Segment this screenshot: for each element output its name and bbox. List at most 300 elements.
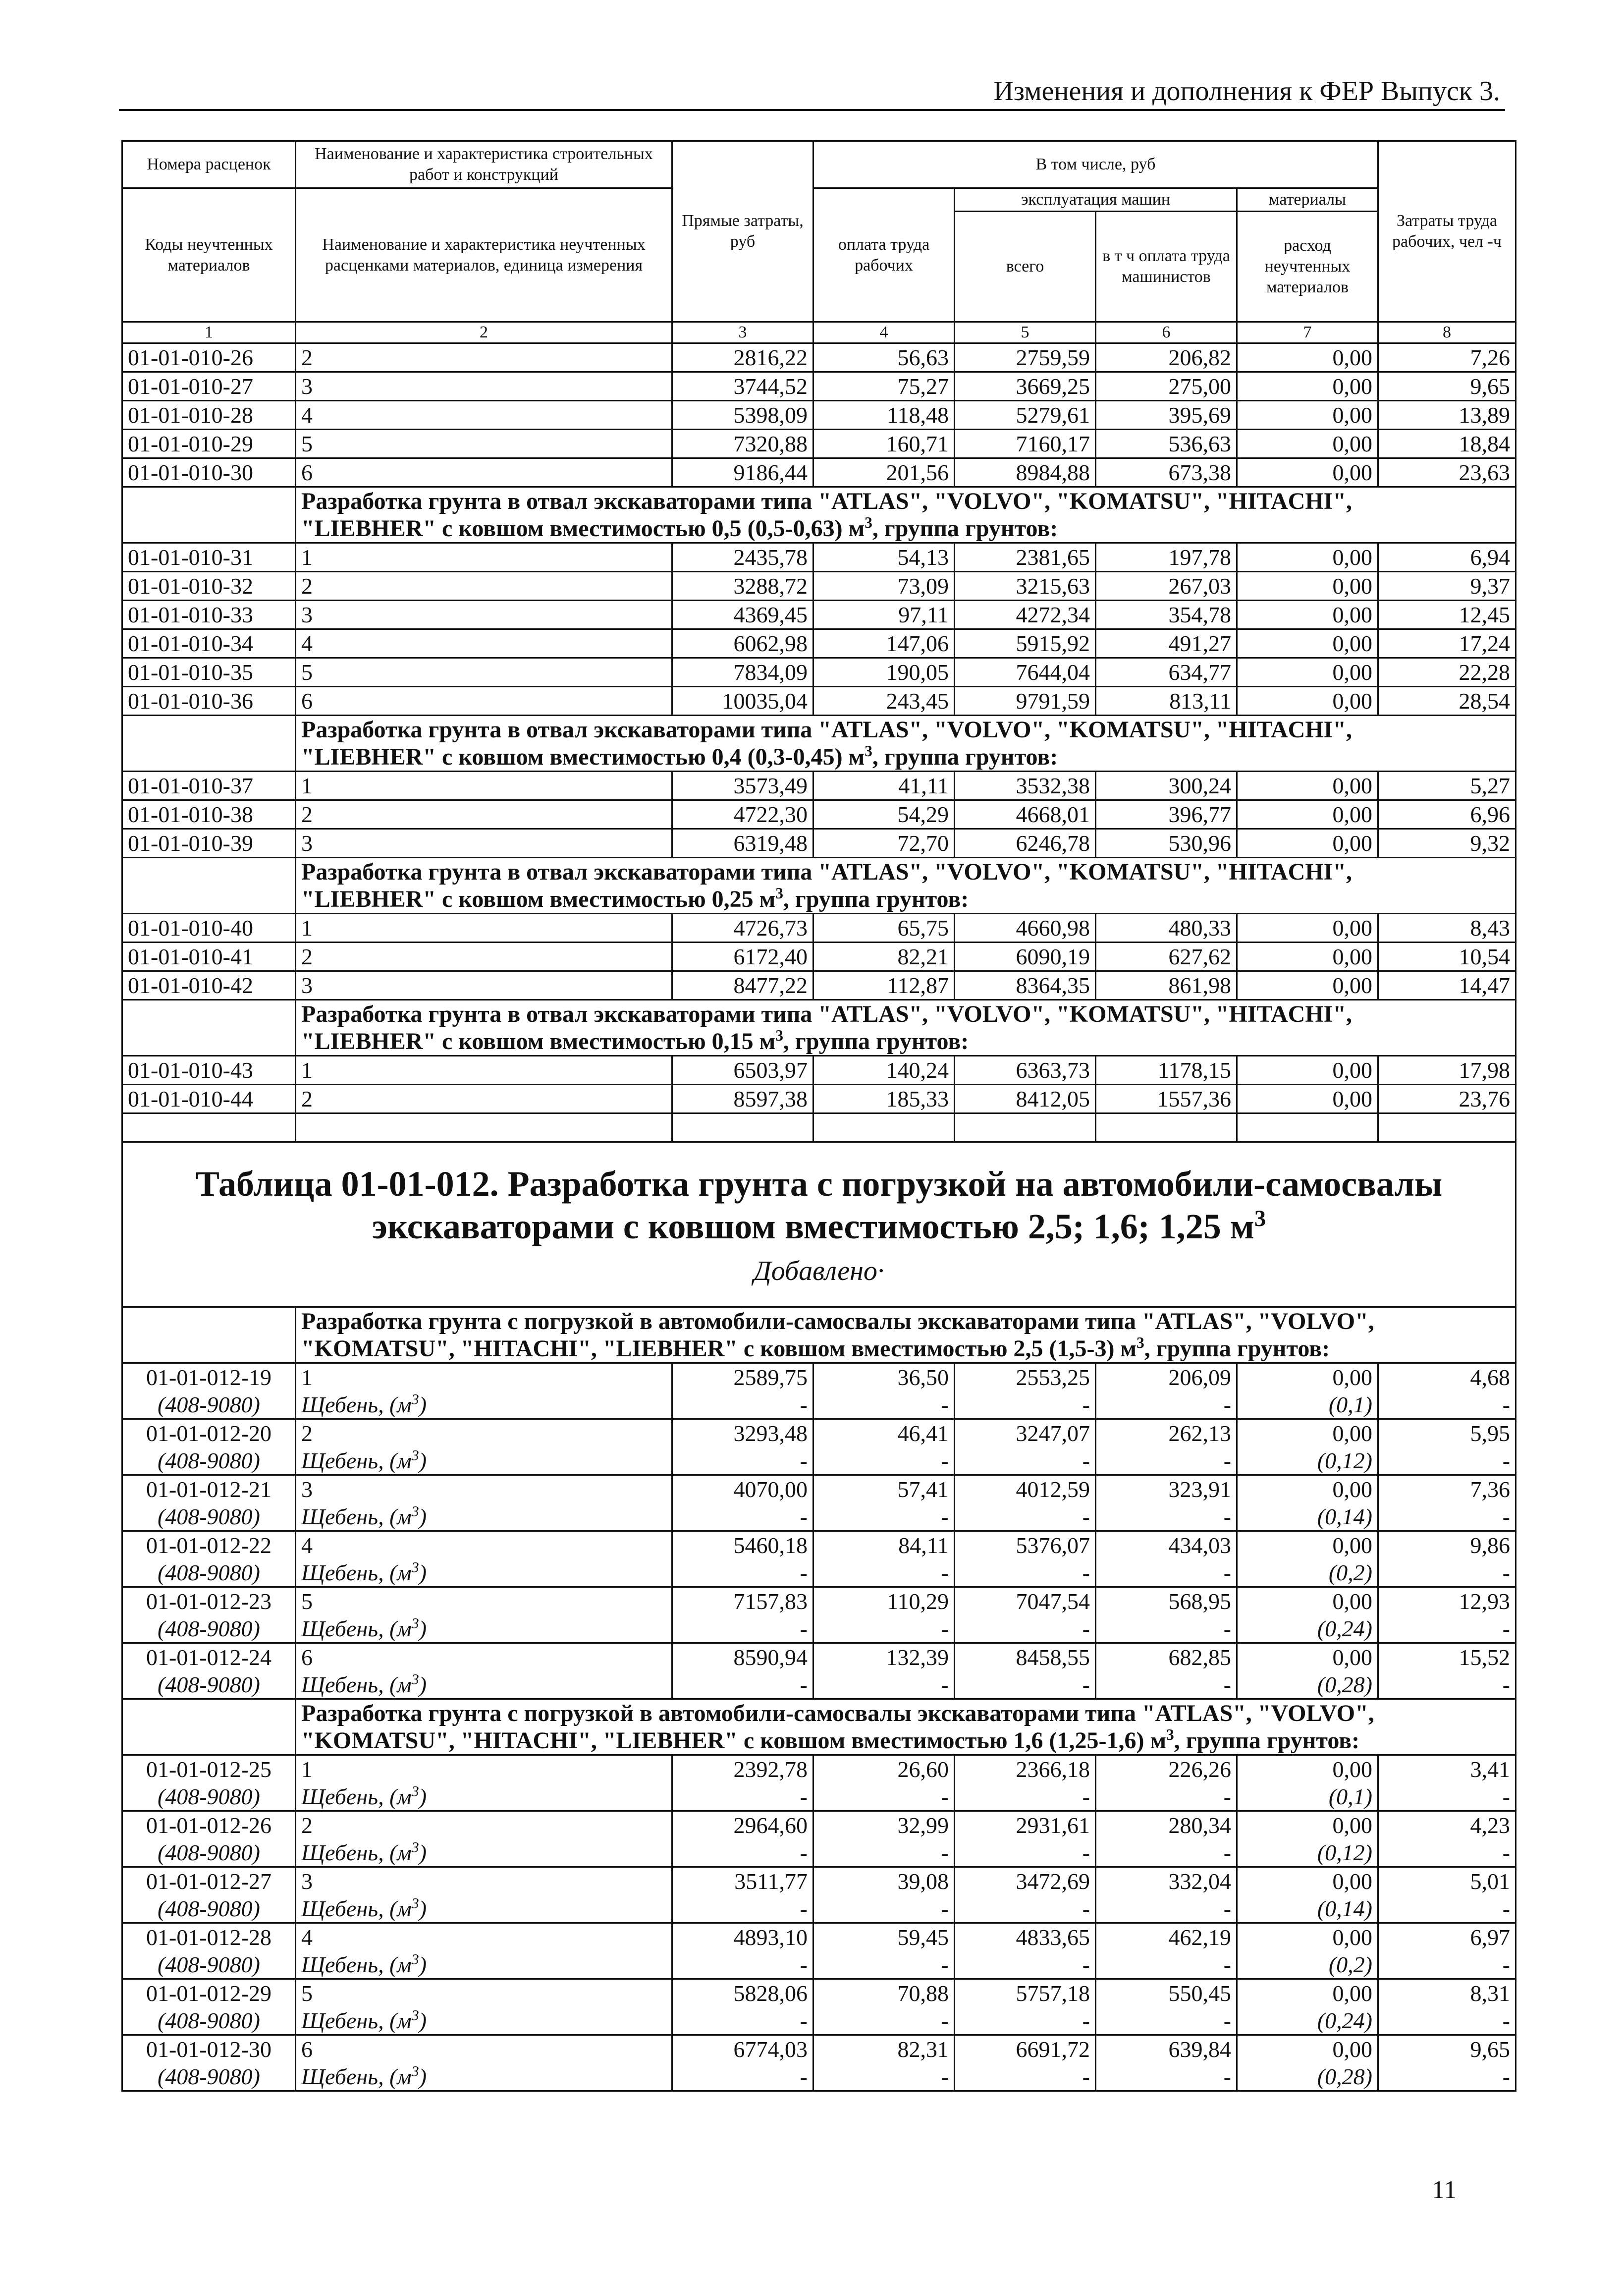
superscript-3: 3 (1137, 1334, 1144, 1351)
section-heading-text: , группа грунтов: (872, 515, 1058, 542)
cell-work-item: 2 (296, 1085, 672, 1113)
cell-worker-wages: 147,06 (813, 629, 955, 658)
cell-rate-code: 01-01-010-29 (122, 430, 296, 458)
section-heading-line (301, 1335, 1510, 1362)
material-quantity: (0,24) (1237, 2007, 1378, 2035)
cell-rate-code: 01-01-010-26 (122, 343, 296, 372)
cell-machinist-wages: 568,95 (1096, 1587, 1237, 1615)
cell-dash: - (813, 1447, 955, 1475)
section-heading-line (301, 743, 1510, 771)
col-header-material-name: Наименование и характеристика неучтенных расценками материалов, единица измерения (296, 188, 672, 322)
section-heading-line (301, 1727, 1510, 1754)
cell-labor-costs: 6,97 (1378, 1923, 1516, 1951)
cell-machinist-wages: 206,82 (1096, 343, 1237, 372)
table-title-text: Таблица 01-01-012. Разработка грунта с погрузкой на автомобили-самосвалы (195, 1164, 1443, 1204)
section-heading-text: , группа грунтов: (1174, 1727, 1360, 1754)
cell-material-consumption: 0,00 (1237, 343, 1378, 372)
superscript-3: 3 (411, 1895, 419, 1912)
col-header-material-codes: Коды неучтенных материалов (122, 188, 296, 322)
table-row (122, 829, 1516, 858)
section-heading-text: Разработка грунта в отвал экскаваторами типа "ATLAS", "VOLVO", "KOMATSU", "HITACHI", (301, 1001, 1352, 1027)
col-header-work-name: Наименование и характеристика строительных работ и конструкций (296, 141, 672, 188)
section-empty-cell (122, 716, 296, 772)
table-row (122, 800, 1516, 829)
cell-worker-wages: 190,05 (813, 658, 955, 687)
section-heading-text: Разработка грунта с погрузкой в автомобили-самосвалы экскаваторами типа "ATLAS", "VOLVO", (301, 1700, 1374, 1726)
section-heading-row (122, 716, 1516, 772)
column-number: 6 (1096, 322, 1237, 343)
cell-machines-total: 2553,25 (955, 1363, 1096, 1391)
cell-machines-total: 8364,35 (955, 971, 1096, 1000)
cell-material-consumption: 0,00 (1237, 572, 1378, 601)
cell-material-consumption: 0,00 (1237, 543, 1378, 572)
cell-material-consumption: 0,00 (1237, 1475, 1378, 1503)
cell-direct-costs: 4070,00 (672, 1475, 813, 1503)
table-row (122, 543, 1516, 572)
cell-labor-costs: 4,68 (1378, 1363, 1516, 1391)
cell-machines-total: 8984,88 (955, 458, 1096, 487)
cell-dash: - (955, 2007, 1096, 2035)
section-empty-cell (122, 487, 296, 543)
cell-direct-costs: 8477,22 (672, 971, 813, 1000)
cell-dash: - (955, 1615, 1096, 1643)
material-name (296, 1559, 672, 1587)
material-name-text: Щебень, (м (301, 1784, 412, 1809)
cell-dash: - (672, 1783, 813, 1811)
material-name-text: Щебень, (м (301, 1616, 412, 1641)
cell-direct-costs: 7834,09 (672, 658, 813, 687)
page-number: 11 (1432, 2176, 1457, 2204)
spacer-cell (122, 1113, 296, 1142)
table-row (122, 914, 1516, 943)
cell-machinist-wages: 354,78 (1096, 601, 1237, 629)
cell-dash: - (1378, 1671, 1516, 1699)
material-code: (408-9080) (122, 1895, 296, 1923)
material-code: (408-9080) (122, 1391, 296, 1419)
cell-machinist-wages: 300,24 (1096, 772, 1237, 800)
cell-dash: - (813, 1671, 955, 1699)
cell-dash: - (1096, 1615, 1237, 1643)
section-heading-text: "KOMATSU", "HITACHI", "LIEBHER" с ковшом вместимостью 1,6 (1,25-1,6) м (301, 1727, 1167, 1754)
material-row (122, 1783, 1516, 1811)
cell-worker-wages: 65,75 (813, 914, 955, 943)
col-header-machines-total: всего (955, 212, 1096, 322)
cell-dash: - (813, 1559, 955, 1587)
section-heading-text: "LIEBHER" с ковшом вместимостью 0,15 м (301, 1028, 776, 1055)
cell-dash: - (1096, 2063, 1237, 2091)
cell-machinist-wages: 861,98 (1096, 971, 1237, 1000)
material-name-text: ) (419, 1840, 427, 1865)
cell-worker-wages: 185,33 (813, 1085, 955, 1113)
cell-direct-costs: 2392,78 (672, 1755, 813, 1783)
cell-direct-costs: 7320,88 (672, 430, 813, 458)
section-heading (296, 716, 1516, 772)
cell-machines-total: 4833,65 (955, 1923, 1096, 1951)
cell-dash: - (813, 1839, 955, 1867)
cell-machinist-wages: 462,19 (1096, 1923, 1237, 1951)
cell-dash: - (1378, 1447, 1516, 1475)
cell-labor-costs: 7,26 (1378, 343, 1516, 372)
cell-rate-code: 01-01-012-29 (122, 1979, 296, 2007)
cell-dash: - (1096, 1839, 1237, 1867)
cell-material-consumption: 0,00 (1237, 1531, 1378, 1559)
table-row (122, 343, 1516, 372)
cell-material-consumption: 0,00 (1237, 914, 1378, 943)
material-code: (408-9080) (122, 1671, 296, 1699)
cell-rate-code: 01-01-010-35 (122, 658, 296, 687)
cell-dash: - (672, 1391, 813, 1419)
section-heading-text: "LIEBHER" с ковшом вместимостью 0,5 (0,5-0,63) м (301, 515, 865, 542)
table-row (122, 1363, 1516, 1391)
cell-machinist-wages: 262,13 (1096, 1419, 1237, 1447)
material-name-text: Щебень, (м (301, 1392, 412, 1417)
cell-worker-wages: 97,11 (813, 601, 955, 629)
cell-material-consumption: 0,00 (1237, 629, 1378, 658)
cell-machines-total: 8458,55 (955, 1643, 1096, 1671)
cell-machinist-wages: 395,69 (1096, 401, 1237, 430)
cell-direct-costs: 8597,38 (672, 1085, 813, 1113)
cell-direct-costs: 2964,60 (672, 1811, 813, 1839)
cell-machinist-wages: 332,04 (1096, 1867, 1237, 1895)
table-row (122, 658, 1516, 687)
table-row (122, 772, 1516, 800)
cell-rate-code: 01-01-010-34 (122, 629, 296, 658)
cell-machines-total: 6363,73 (955, 1056, 1096, 1085)
section-heading-line (301, 1000, 1510, 1028)
cell-direct-costs: 3288,72 (672, 572, 813, 601)
material-quantity: (0,24) (1237, 1615, 1378, 1643)
cell-dash: - (955, 2063, 1096, 2091)
cell-worker-wages: 32,99 (813, 1811, 955, 1839)
material-name (296, 1895, 672, 1923)
section-heading-row (122, 1699, 1516, 1755)
cell-dash: - (672, 1671, 813, 1699)
table-row (122, 971, 1516, 1000)
cell-work-item: 5 (296, 1979, 672, 2007)
cell-labor-costs: 10,54 (1378, 943, 1516, 971)
cell-material-consumption: 0,00 (1237, 2035, 1378, 2063)
cell-dash: - (1096, 1951, 1237, 1979)
column-number: 8 (1378, 322, 1516, 343)
cell-machinist-wages: 226,26 (1096, 1755, 1237, 1783)
cell-material-consumption: 0,00 (1237, 829, 1378, 858)
cell-dash: - (1378, 2063, 1516, 2091)
table-row (122, 629, 1516, 658)
superscript-3: 3 (865, 742, 872, 760)
superscript-3: 3 (411, 1615, 419, 1632)
col-header-material-consumption: расход неучтенных материалов (1237, 212, 1378, 322)
cell-dash: - (813, 1615, 955, 1643)
cell-material-consumption: 0,00 (1237, 1587, 1378, 1615)
cell-rate-code: 01-01-012-23 (122, 1587, 296, 1615)
cell-worker-wages: 73,09 (813, 572, 955, 601)
cell-worker-wages: 39,08 (813, 1867, 955, 1895)
material-quantity: (0,14) (1237, 1895, 1378, 1923)
superscript-3: 3 (411, 1559, 419, 1576)
cell-work-item: 4 (296, 401, 672, 430)
cell-dash: - (1378, 1783, 1516, 1811)
table-row (122, 572, 1516, 601)
cell-work-item: 5 (296, 1587, 672, 1615)
cell-dash: - (1378, 2007, 1516, 2035)
cell-work-item: 5 (296, 658, 672, 687)
cell-machines-total: 6691,72 (955, 2035, 1096, 2063)
cell-direct-costs: 2816,22 (672, 343, 813, 372)
cell-rate-code: 01-01-010-42 (122, 971, 296, 1000)
cell-rate-code: 01-01-010-44 (122, 1085, 296, 1113)
cell-work-item: 3 (296, 601, 672, 629)
section-heading (296, 858, 1516, 914)
material-code: (408-9080) (122, 1615, 296, 1643)
section-heading-line (301, 1700, 1510, 1727)
cell-machines-total: 2366,18 (955, 1755, 1096, 1783)
section-heading (296, 487, 1516, 543)
cell-work-item: 4 (296, 629, 672, 658)
cell-machines-total: 3472,69 (955, 1867, 1096, 1895)
cell-rate-code: 01-01-010-41 (122, 943, 296, 971)
table-title-text: экскаваторами с ковшом вместимостью 2,5; 1,6; 1,25 м (372, 1207, 1254, 1246)
cell-direct-costs: 3511,77 (672, 1867, 813, 1895)
cell-rate-code: 01-01-010-37 (122, 772, 296, 800)
cell-material-consumption: 0,00 (1237, 430, 1378, 458)
column-number: 4 (813, 322, 955, 343)
material-name-text: Щебень, (м (301, 1840, 412, 1865)
cell-machines-total: 3532,38 (955, 772, 1096, 800)
superscript-3: 3 (1166, 1726, 1174, 1743)
material-quantity: (0,14) (1237, 1503, 1378, 1531)
cell-material-consumption: 0,00 (1237, 1979, 1378, 2007)
cell-machines-total: 7160,17 (955, 430, 1096, 458)
cell-material-consumption: 0,00 (1237, 1643, 1378, 1671)
table-row (122, 1979, 1516, 2007)
table-row (122, 1755, 1516, 1783)
material-quantity: (0,12) (1237, 1447, 1378, 1475)
cell-dash: - (955, 1951, 1096, 1979)
material-quantity: (0,1) (1237, 1783, 1378, 1811)
spacer-cell (1237, 1113, 1378, 1142)
section-heading-text: , группа грунтов: (872, 744, 1058, 770)
cell-work-item: 2 (296, 800, 672, 829)
material-row (122, 1951, 1516, 1979)
material-name-text: Щебень, (м (301, 2008, 412, 2033)
section-empty-cell (122, 858, 296, 914)
table-row (122, 1867, 1516, 1895)
cell-direct-costs: 2589,75 (672, 1363, 813, 1391)
superscript-3: 3 (865, 514, 872, 531)
section-heading-text: Разработка грунта в отвал экскаваторами типа "ATLAS", "VOLVO", "KOMATSU", "HITACHI", (301, 488, 1352, 514)
material-row (122, 1503, 1516, 1531)
col-header-labor-costs: Затраты труда рабочих, чел -ч (1378, 141, 1516, 322)
cell-dash: - (1096, 2007, 1237, 2035)
cell-machines-total: 5376,07 (955, 1531, 1096, 1559)
cell-work-item: 6 (296, 1643, 672, 1671)
cell-rate-code: 01-01-010-32 (122, 572, 296, 601)
cell-machines-total: 8412,05 (955, 1085, 1096, 1113)
col-header-machines: эксплуатация машин (955, 188, 1237, 212)
material-name-text: Щебень, (м (301, 1896, 412, 1921)
cell-rate-code: 01-01-010-30 (122, 458, 296, 487)
material-row (122, 2007, 1516, 2035)
page-header (119, 74, 1505, 111)
cell-work-item: 1 (296, 1363, 672, 1391)
cell-machines-total: 4660,98 (955, 914, 1096, 943)
cell-work-item: 6 (296, 2035, 672, 2063)
cell-work-item: 6 (296, 687, 672, 716)
cell-worker-wages: 243,45 (813, 687, 955, 716)
cell-machinist-wages: 634,77 (1096, 658, 1237, 687)
cell-worker-wages: 132,39 (813, 1643, 955, 1671)
cell-rate-code: 01-01-012-28 (122, 1923, 296, 1951)
cell-dash: - (1378, 1615, 1516, 1643)
cell-worker-wages: 110,29 (813, 1587, 955, 1615)
cell-machinist-wages: 627,62 (1096, 943, 1237, 971)
cell-material-consumption: 0,00 (1237, 1363, 1378, 1391)
cell-dash: - (955, 1559, 1096, 1587)
cell-worker-wages: 72,70 (813, 829, 955, 858)
cell-work-item: 3 (296, 1867, 672, 1895)
superscript-3: 3 (775, 885, 783, 902)
cell-dash: - (1378, 1391, 1516, 1419)
material-name (296, 1839, 672, 1867)
cell-dash: - (955, 1447, 1096, 1475)
cell-direct-costs: 2435,78 (672, 543, 813, 572)
table-title (128, 1205, 1510, 1248)
cell-labor-costs: 9,65 (1378, 372, 1516, 401)
cell-rate-code: 01-01-010-31 (122, 543, 296, 572)
cell-work-item: 1 (296, 772, 672, 800)
header-row-2 (122, 188, 1516, 212)
cell-direct-costs: 6172,40 (672, 943, 813, 971)
material-name-text: ) (419, 1616, 427, 1641)
cell-labor-costs: 8,43 (1378, 914, 1516, 943)
cell-dash: - (813, 1783, 955, 1811)
material-name-text: Щебень, (м (301, 1504, 412, 1529)
cell-machinist-wages: 530,96 (1096, 829, 1237, 858)
section-heading-line (301, 488, 1510, 515)
cell-work-item: 1 (296, 914, 672, 943)
cell-dash: - (672, 1615, 813, 1643)
cell-rate-code: 01-01-010-33 (122, 601, 296, 629)
cell-labor-costs: 9,86 (1378, 1531, 1516, 1559)
cell-material-consumption: 0,00 (1237, 1755, 1378, 1783)
material-name-text: ) (419, 1952, 427, 1977)
cell-dash: - (955, 1391, 1096, 1419)
cell-machines-total: 4272,34 (955, 601, 1096, 629)
superscript-3: 3 (411, 1839, 419, 1856)
column-number: 5 (955, 322, 1096, 343)
cell-material-consumption: 0,00 (1237, 943, 1378, 971)
added-note (128, 1258, 1510, 1285)
material-quantity: (0,2) (1237, 1559, 1378, 1587)
cell-machinist-wages: 480,33 (1096, 914, 1237, 943)
cell-labor-costs: 5,01 (1378, 1867, 1516, 1895)
cell-machines-total: 6090,19 (955, 943, 1096, 971)
cell-labor-costs: 15,52 (1378, 1643, 1516, 1671)
cell-machinist-wages: 682,85 (1096, 1643, 1237, 1671)
cell-machinist-wages: 434,03 (1096, 1531, 1237, 1559)
cell-machines-total: 6246,78 (955, 829, 1096, 858)
cell-machinist-wages: 396,77 (1096, 800, 1237, 829)
superscript-3: 3 (411, 1951, 419, 1968)
section-empty-cell (122, 1307, 296, 1363)
cell-labor-costs: 17,24 (1378, 629, 1516, 658)
table-row (122, 372, 1516, 401)
rates-table-body (122, 141, 1516, 2091)
material-name (296, 1503, 672, 1531)
cell-dash: - (813, 1895, 955, 1923)
cell-direct-costs: 3573,49 (672, 772, 813, 800)
material-quantity: (0,12) (1237, 1839, 1378, 1867)
col-header-rate-numbers: Номера расценок (122, 141, 296, 188)
material-row (122, 1839, 1516, 1867)
cell-machinist-wages: 206,09 (1096, 1363, 1237, 1391)
cell-labor-costs: 7,36 (1378, 1475, 1516, 1503)
superscript-3: 3 (411, 1783, 419, 1800)
cell-dash: - (1378, 1951, 1516, 1979)
section-heading (296, 1000, 1516, 1056)
material-name-text: ) (419, 1560, 427, 1585)
cell-machinist-wages: 1178,15 (1096, 1056, 1237, 1085)
cell-direct-costs: 6062,98 (672, 629, 813, 658)
superscript-3: 3 (411, 2007, 419, 2024)
cell-labor-costs: 4,23 (1378, 1811, 1516, 1839)
table-row (122, 2035, 1516, 2063)
col-header-materials: материалы (1237, 188, 1378, 212)
cell-material-consumption: 0,00 (1237, 1867, 1378, 1895)
table-row (122, 1419, 1516, 1447)
material-name (296, 1391, 672, 1419)
cell-worker-wages: 75,27 (813, 372, 955, 401)
cell-dash: - (672, 1951, 813, 1979)
table-title-row (122, 1142, 1516, 1307)
cell-dash: - (1096, 1671, 1237, 1699)
cell-dash: - (955, 1671, 1096, 1699)
cell-work-item: 4 (296, 1531, 672, 1559)
cell-dash: - (955, 1783, 1096, 1811)
material-row (122, 2063, 1516, 2091)
cell-direct-costs: 5460,18 (672, 1531, 813, 1559)
col-header-worker-wages: оплата труда рабочих (813, 188, 955, 322)
cell-rate-code: 01-01-010-43 (122, 1056, 296, 1085)
cell-material-consumption: 0,00 (1237, 1811, 1378, 1839)
cell-machines-total: 7644,04 (955, 658, 1096, 687)
cell-machines-total: 3669,25 (955, 372, 1096, 401)
cell-machines-total: 7047,54 (955, 1587, 1096, 1615)
cell-direct-costs: 9186,44 (672, 458, 813, 487)
cell-labor-costs: 18,84 (1378, 430, 1516, 458)
cell-worker-wages: 41,11 (813, 772, 955, 800)
material-row (122, 1447, 1516, 1475)
material-name-text: ) (419, 1504, 427, 1529)
cell-work-item: 2 (296, 1811, 672, 1839)
cell-rate-code: 01-01-010-28 (122, 401, 296, 430)
cell-labor-costs: 22,28 (1378, 658, 1516, 687)
section-heading-line (301, 716, 1510, 743)
cell-worker-wages: 84,11 (813, 1531, 955, 1559)
material-quantity: (0,2) (1237, 1951, 1378, 1979)
cell-labor-costs: 12,45 (1378, 601, 1516, 629)
material-code: (408-9080) (122, 2007, 296, 2035)
col-header-direct-costs: Прямые затраты, руб (672, 141, 813, 322)
cell-dash: - (672, 2007, 813, 2035)
cell-work-item: 3 (296, 829, 672, 858)
cell-worker-wages: 118,48 (813, 401, 955, 430)
cell-work-item: 1 (296, 543, 672, 572)
cell-material-consumption: 0,00 (1237, 1419, 1378, 1447)
cell-dash: - (672, 1503, 813, 1531)
table-row (122, 458, 1516, 487)
cell-labor-costs: 13,89 (1378, 401, 1516, 430)
